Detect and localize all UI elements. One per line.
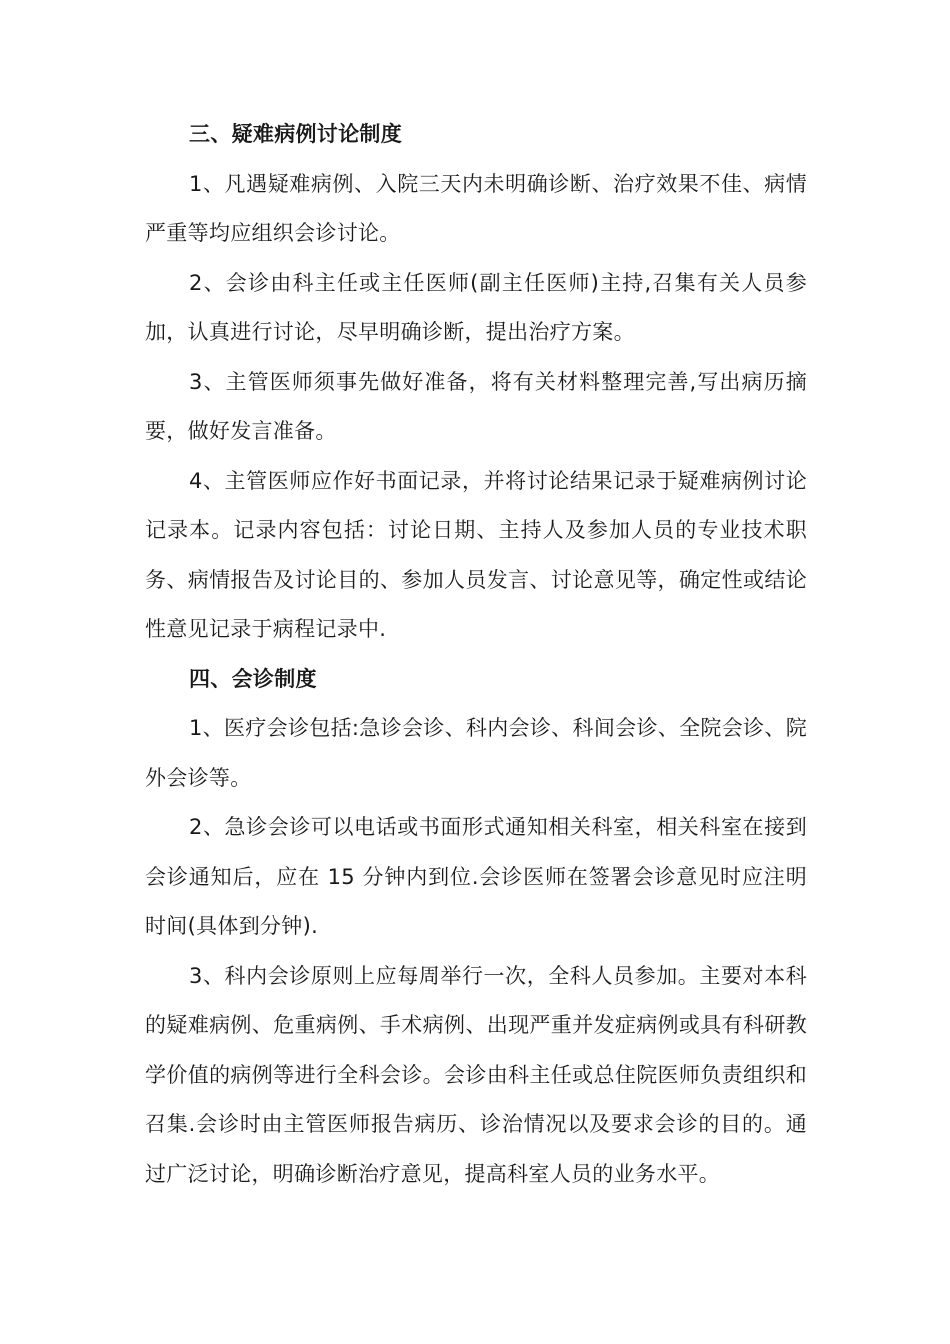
section-heading-consultation: 四、会诊制度 xyxy=(189,666,317,691)
paragraph-3-2: 2、会诊由科主任或主任医师(副主任医师)主持,召集有关人员参加，认真进行讨论，尽早明确诊断，提出治疗方案。 xyxy=(145,270,807,344)
paragraph-3-3: 3、主管医师须事先做好准备，将有关材料整理完善,写出病历摘要，做好发言准备。 xyxy=(145,369,807,443)
paragraph-4-1: 1、医疗会诊包括:急诊会诊、科内会诊、科间会诊、全院会诊、院外会诊等。 xyxy=(145,716,807,790)
paragraph-4-3: 3、科内会诊原则上应每周举行一次，全科人员参加。主要对本科的疑难病例、危重病例、手术病例、出现严重并发症病例或具有科研教学价值的病例等进行全科会诊。会诊由科主任或总住院医师负责组织和召集.会诊时由主管医师报告病历、诊治情况以及要求会诊的目的。通过广泛讨论，明确诊断治疗意见，提高科室人员的业务水平。 xyxy=(145,963,807,1186)
document-body xyxy=(145,110,807,1199)
paragraph-3-4: 4、主管医师应作好书面记录，并将讨论结果记录于疑难病例讨论记录本。记录内容包括：讨论日期、主持人及参加人员的专业技术职务、病情报告及讨论目的、参加人员发言、讨论意见等，确定性或结论性意见记录于病程记录中. xyxy=(145,468,807,641)
paragraph-3-1: 1、凡遇疑难病例、入院三天内未明确诊断、治疗效果不佳、病情严重等均应组织会诊讨论。 xyxy=(145,171,807,245)
paragraph-4-2: 2、急诊会诊可以电话或书面形式通知相关科室，相关科室在接到会诊通知后，应在 15 分钟内到位.会诊医师在签署会诊意见时应注明时间(具体到分钟). xyxy=(145,815,807,938)
section-heading-difficult-case-discussion: 三、疑难病例讨论制度 xyxy=(189,122,402,146)
